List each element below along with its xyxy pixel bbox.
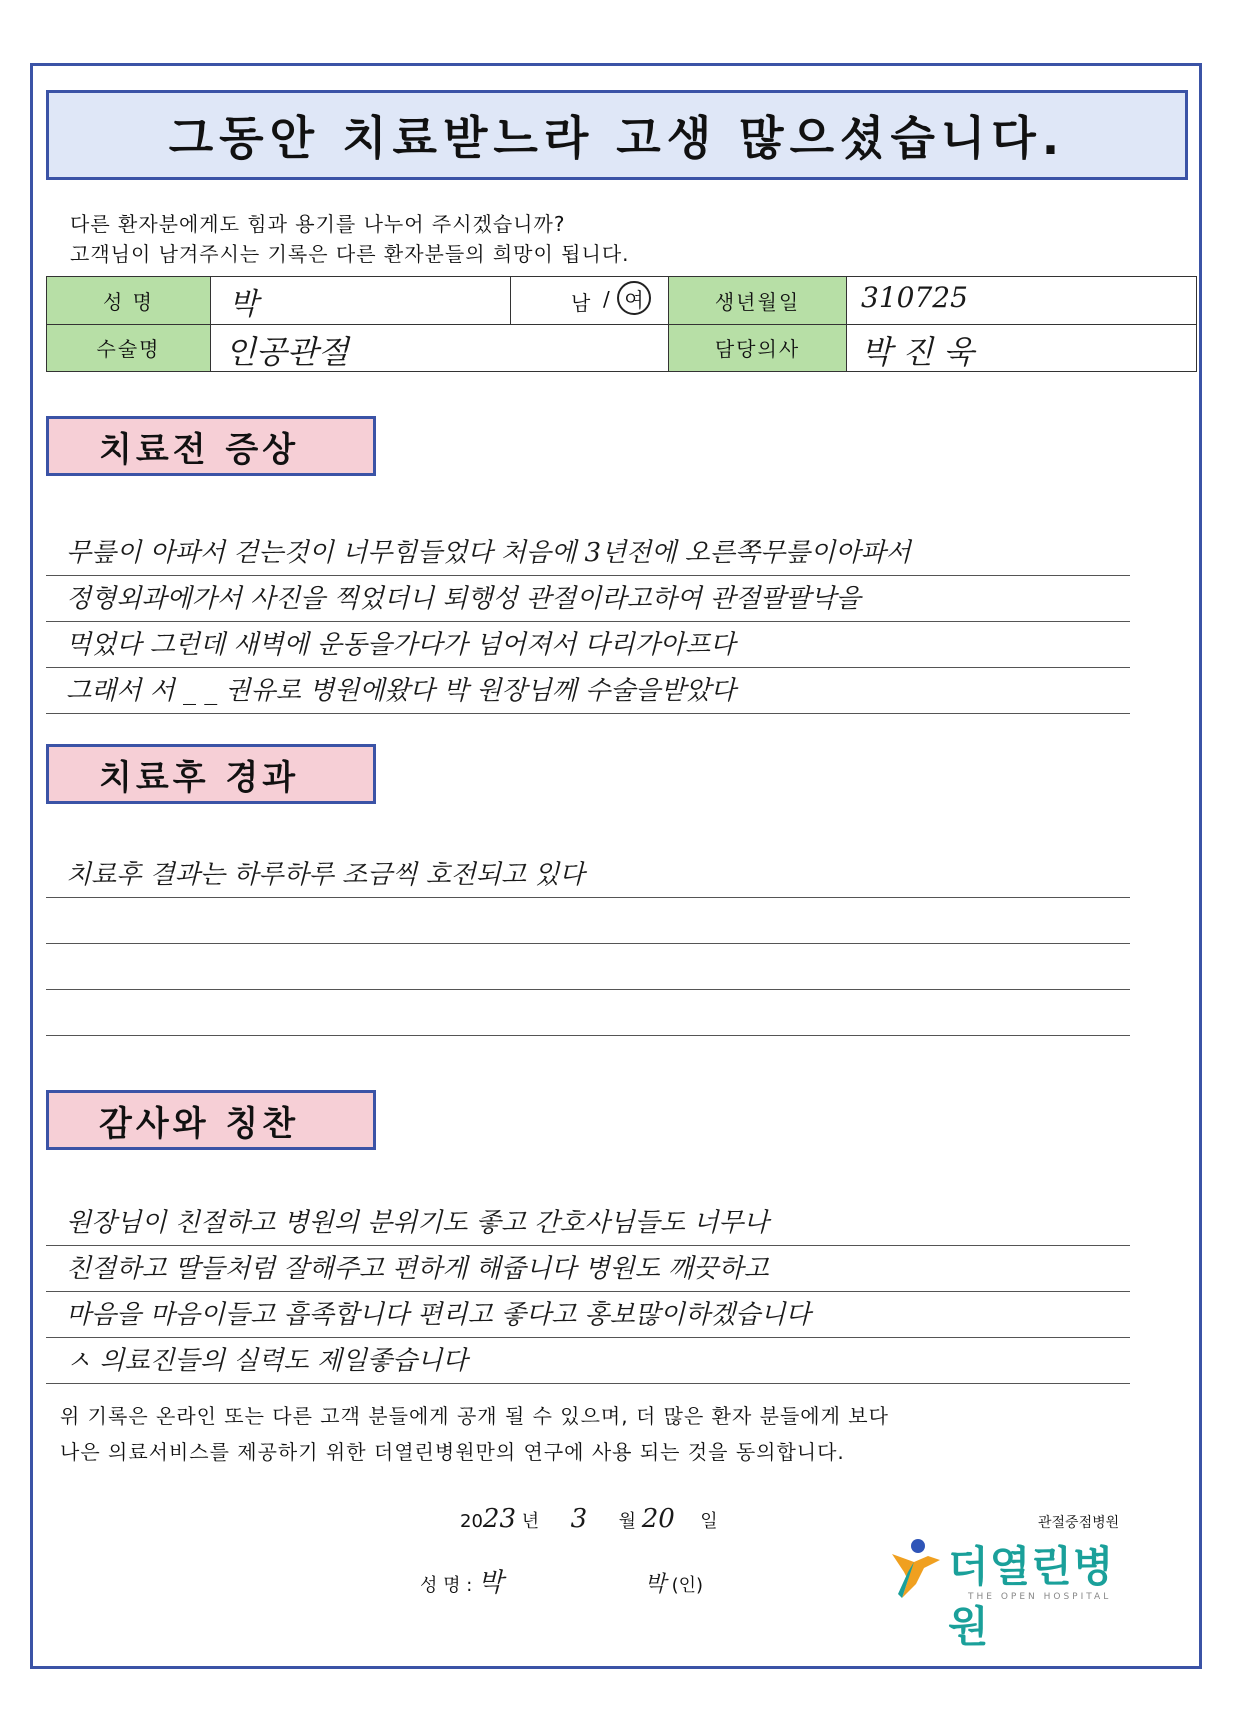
before-line-2: 정형외과에가서 사진을 찍었더니 퇴행성 관절이라고하여 관절팔팔낙을 (46, 576, 1130, 622)
before-line-3: 먹었다 그런데 새벽에 운동을가다가 넘어져서 다리가아프다 (46, 622, 1130, 668)
date-year-hand: 23 (482, 1504, 516, 1534)
signature-label: 성 명 : (420, 1575, 473, 1596)
date-row (460, 1504, 718, 1534)
signature-seal: (인) (671, 1575, 704, 1596)
after-line-4 (46, 990, 1130, 1036)
thanks-line-4: ㅅ 의료진들의 실력도 제일좋습니다 (46, 1338, 1130, 1384)
section-before-title: 치료전 증상 (46, 416, 376, 476)
date-year-label: 년 (521, 1511, 540, 1532)
signature-mark: 박 (644, 1572, 666, 1597)
intro-line-1: 다른 환자분에게도 힘과 용기를 나누어 주시겠습니까? (70, 212, 566, 236)
gender-male: 남 (571, 291, 591, 315)
surgery-label: 수술명 (47, 324, 211, 372)
date-month-hand: 3 (570, 1504, 588, 1534)
before-line-4: 그래서 서 _ _ 권유로 병원에왔다 박 원장님께 수술을받았다 (46, 668, 1130, 714)
signature-name-hand: 박 (478, 1568, 504, 1598)
name-value: 박 (229, 287, 258, 322)
after-line-3 (46, 944, 1130, 990)
doctor-label: 담당의사 (669, 324, 847, 372)
intro-line-2: 고객님이 남겨주시는 기록은 다른 환자분들의 희망이 됩니다. (70, 242, 630, 266)
after-line-2 (46, 898, 1130, 944)
gender-field: 남 / 여 (511, 277, 669, 325)
after-line-1: 치료후 결과는 하루하루 조금씩 호전되고 있다 (46, 852, 1130, 898)
page-title: 그동안 치료받느라 고생 많으셨습니다. (168, 111, 1066, 165)
consent-line-1: 위 기록은 온라인 또는 다른 고객 분들에게 공개 될 수 있으며, 더 많은 환자 분들에게 보다 (60, 1404, 889, 1428)
surgery-field (211, 324, 669, 372)
logo-person-icon (888, 1532, 946, 1602)
thanks-line-1: 원장님이 친절하고 병원의 분위기도 좋고 간호사님들도 너무나 (46, 1200, 1130, 1246)
consent-line-2: 나은 의료서비스를 제공하기 위한 더열린병원만의 연구에 사용 되는 것을 동의합니다. (60, 1440, 845, 1464)
doctor-field (847, 324, 1197, 372)
surgery-value: 인공관절 (225, 332, 349, 371)
patient-info-table (46, 276, 1197, 372)
thanks-line-3: 마음을 마음이들고 흡족합니다 편리고 좋다고 홍보많이하겠습니다 (46, 1292, 1130, 1338)
logo-name: 더열린병원 (948, 1542, 1115, 1651)
date-day-label: 일 (700, 1511, 718, 1532)
birth-value: 310725 (861, 281, 968, 314)
name-label: 성 명 (47, 277, 211, 325)
hospital-logo (888, 1512, 1138, 1651)
birth-label: 생년월일 (669, 277, 847, 325)
title-banner (46, 90, 1188, 180)
section-thanks-title: 감사와 칭찬 (46, 1090, 376, 1150)
signature-row (420, 1562, 703, 1599)
section-before-lines (46, 530, 1130, 714)
logo-english: THE OPEN HOSPITAL (968, 1592, 1112, 1602)
logo-tagline: 관절중점병원 (1038, 1515, 1120, 1531)
name-field (211, 277, 511, 325)
doctor-value: 박 진 욱 (861, 332, 975, 371)
section-after-lines (46, 852, 1130, 1036)
thanks-line-2: 친절하고 딸들처럼 잘해주고 편하게 해줍니다 병원도 깨끗하고 (46, 1246, 1130, 1292)
section-thanks-lines (46, 1200, 1130, 1384)
date-month-label: 월 (618, 1511, 636, 1532)
birth-field (847, 277, 1197, 325)
before-line-1: 무릎이 아파서 걷는것이 너무힘들었다 처음에 3년전에 오른쪽무릎이아파서 (46, 530, 1130, 576)
date-day-hand: 20 (641, 1504, 675, 1534)
date-year-prefix: 20 (460, 1511, 483, 1532)
gender-female-circled: 여 (617, 281, 651, 315)
section-after-title: 치료후 경과 (46, 744, 376, 804)
